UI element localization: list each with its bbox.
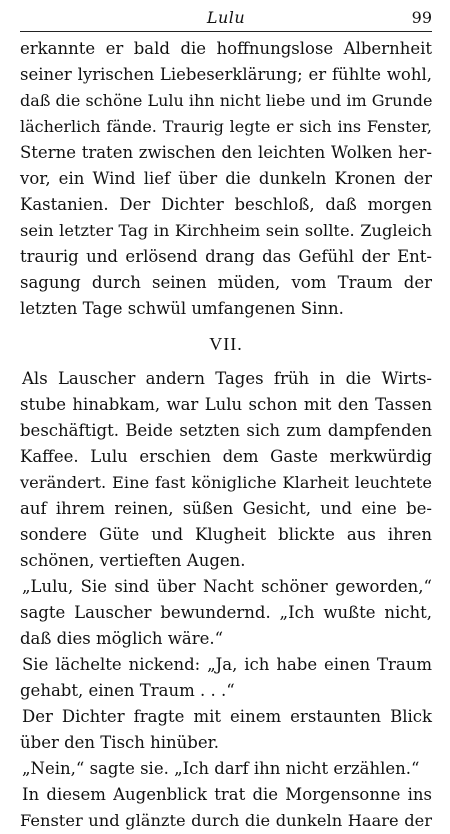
page-header — [20, 4, 432, 30]
body-text — [20, 36, 432, 834]
text-line: beschäftigt. Beide setzten sich zum dampfenden — [20, 421, 432, 440]
text-line: In diesem Augenblick trat die Morgensonne ins — [22, 785, 432, 804]
text-line: lächerlich fände. Traurig legte er sich ins Fenster, — [20, 117, 432, 136]
text-line: letzten Tage schwül umfangenen Sinn. — [20, 299, 344, 318]
text-line: vor, ein Wind lief über die dunkeln Kronen der — [20, 169, 432, 188]
text-line: erkannte er bald die hoffnungslose Albernheit — [20, 39, 432, 58]
text-line: Kastanien. Der Dichter beschloß, daß morgen — [20, 195, 432, 214]
text-line: sagung durch seinen müden, vom Traum der — [20, 273, 432, 292]
text-line: sagte Lauscher bewundernd. „Ich wußte nicht, — [20, 603, 432, 622]
text-line: traurig und erlösend drang das Gefühl der Ent- — [20, 247, 432, 266]
text-line: gehabt, einen Traum . . .“ — [20, 681, 235, 700]
text-line: daß dies möglich wäre.“ — [20, 629, 224, 648]
text-line: schönen, vertieften Augen. — [20, 551, 246, 570]
header-rule — [20, 31, 432, 32]
text-line: verändert. Eine fast königliche Klarheit leuchtete — [20, 473, 432, 492]
running-title: Lulu — [206, 8, 246, 27]
text-line: sein letzter Tag in Kirchheim sein sollte. Zugleich — [20, 221, 432, 240]
text-line: Kaffee. Lulu erschien dem Gaste merkwürdig — [20, 447, 432, 466]
text-line: Der Dichter fragte mit einem erstaunten Blick — [22, 707, 432, 726]
text-line: Sterne traten zwischen den leichten Wolken her- — [20, 143, 432, 162]
text-line: stube hinabkam, war Lulu schon mit den Tassen — [20, 395, 432, 414]
text-line: über den Tisch hinüber. — [20, 733, 219, 752]
chapter-heading: VII. — [209, 334, 243, 354]
text-line: auf ihrem reinen, süßen Gesicht, und eine be- — [20, 499, 432, 518]
text-line: daß die schöne Lulu ihn nicht liebe und im Grunde — [20, 91, 433, 110]
text-line: Als Lauscher andern Tages früh in die Wirts- — [22, 369, 432, 388]
text-line: „Lulu, Sie sind über Nacht schöner geworden,“ — [22, 577, 432, 596]
text-line: Fenster und glänzte durch die dunkeln Haare der — [20, 811, 432, 830]
page-number: 99 — [411, 8, 432, 27]
text-line: sondere Güte und Klugheit blickte aus ihren — [20, 525, 432, 544]
text-line: „Nein,“ sagte sie. „Ich darf ihn nicht erzählen.“ — [22, 759, 420, 778]
text-line: seiner lyrischen Liebeserklärung; er fühlte wohl, — [20, 65, 432, 84]
text-line: Sie lächelte nickend: „Ja, ich habe einen Traum — [22, 655, 432, 674]
